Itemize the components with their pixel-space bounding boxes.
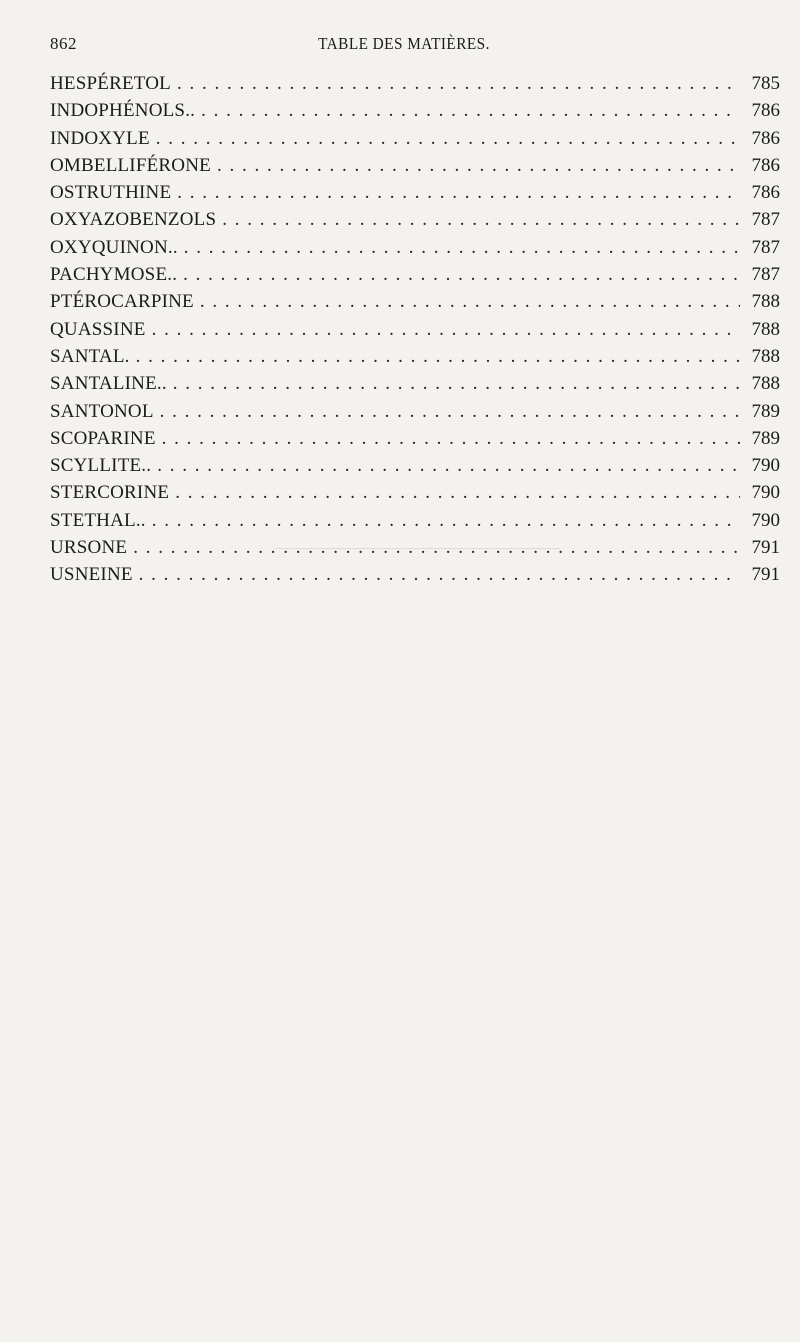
- dot-leader: [162, 428, 740, 450]
- dot-leader: [183, 264, 740, 286]
- dot-leader: [152, 510, 740, 532]
- toc-entry: [50, 482, 780, 509]
- table-of-contents: [50, 73, 780, 592]
- dot-leader: [177, 73, 740, 95]
- toc-entry: [50, 373, 780, 400]
- toc-entry: [50, 401, 780, 428]
- toc-entry-title: STERCORINE: [50, 482, 170, 504]
- toc-entry-page: 790: [751, 509, 780, 531]
- toc-entry: [50, 564, 780, 591]
- toc-entry-title: HESPÉRETOL: [50, 73, 171, 94]
- dot-leader: [177, 182, 740, 204]
- dot-leader: [201, 100, 740, 122]
- toc-entry-page: 786: [751, 182, 780, 204]
- toc-entry-title: STETHAL..: [50, 509, 146, 531]
- toc-entry-page: 791: [751, 564, 780, 586]
- toc-entry-title: SCYLLITE..: [50, 455, 152, 477]
- toc-entry: [50, 537, 780, 564]
- toc-entry: [50, 237, 780, 264]
- dot-leader: [152, 319, 740, 341]
- dot-leader: [173, 373, 740, 395]
- dot-leader: [222, 209, 740, 231]
- dot-leader: [157, 455, 740, 477]
- toc-entry-title: SCOPARINE: [50, 427, 156, 449]
- dot-leader: [156, 128, 740, 150]
- toc-entry: [50, 100, 780, 127]
- toc-entry: [50, 73, 780, 100]
- toc-entry-title: OXYQUINON..: [50, 236, 178, 258]
- toc-entry: [50, 319, 780, 346]
- toc-entry-title: QUASSINE: [50, 318, 146, 340]
- toc-entry: [50, 155, 780, 182]
- toc-entry-page: 790: [751, 482, 780, 504]
- dot-leader: [133, 537, 740, 559]
- toc-entry: [50, 128, 780, 155]
- toc-entry: [50, 346, 780, 373]
- toc-entry-page: 791: [751, 537, 780, 559]
- toc-entry-page: 787: [751, 264, 780, 286]
- toc-entry-title: INDOXYLE: [50, 127, 150, 149]
- toc-entry-title: USNEINE: [50, 564, 133, 586]
- toc-entry: [50, 455, 780, 482]
- dot-leader: [175, 482, 740, 504]
- toc-entry-page: 788: [751, 345, 780, 367]
- toc-entry-title: URSONE: [50, 537, 128, 559]
- dot-leader: [160, 401, 740, 423]
- toc-entry-page: 787: [751, 236, 780, 258]
- dot-leader: [184, 237, 740, 259]
- toc-entry-title: SANTONOL: [50, 400, 154, 422]
- page-number: 862: [50, 34, 77, 53]
- toc-entry-page: 786: [751, 127, 780, 149]
- toc-entry: [50, 264, 780, 291]
- toc-entry-page: 786: [751, 100, 780, 122]
- page-header: [50, 34, 758, 60]
- toc-entry-title: INDOPHÉNOLS..: [50, 100, 196, 122]
- toc-entry-page: 786: [751, 154, 780, 176]
- toc-entry: [50, 428, 780, 455]
- dot-leader: [136, 346, 740, 368]
- dot-leader: [200, 291, 740, 313]
- toc-entry-page: 788: [751, 373, 780, 395]
- toc-entry-page: 789: [751, 400, 780, 422]
- toc-entry-page: 787: [751, 209, 780, 231]
- dot-leader: [217, 155, 740, 177]
- toc-entry-page: 790: [751, 455, 780, 477]
- toc-entry-title: OMBELLIFÉRONE: [50, 154, 211, 176]
- toc-entry-title: PTÉROCARPINE: [50, 291, 194, 313]
- toc-entry-page: 788: [751, 291, 780, 313]
- toc-entry-title: PACHYMOSE..: [50, 264, 178, 286]
- toc-entry: [50, 209, 780, 236]
- toc-entry-page: 788: [751, 318, 780, 340]
- toc-entry-title: SANTALINE..: [50, 373, 167, 395]
- toc-entry-title: SANTAL.: [50, 345, 130, 367]
- dot-leader: [139, 564, 740, 586]
- toc-entry-page: 789: [751, 427, 780, 449]
- toc-entry: [50, 291, 780, 318]
- toc-entry-page: 785: [751, 73, 780, 94]
- toc-entry-title: OXYAZOBENZOLS: [50, 209, 217, 231]
- toc-entry: [50, 182, 780, 209]
- toc-entry: [50, 510, 780, 537]
- running-title: TABLE DES MATIÈRES.: [318, 34, 490, 53]
- toc-entry-title: OSTRUTHINE: [50, 182, 172, 204]
